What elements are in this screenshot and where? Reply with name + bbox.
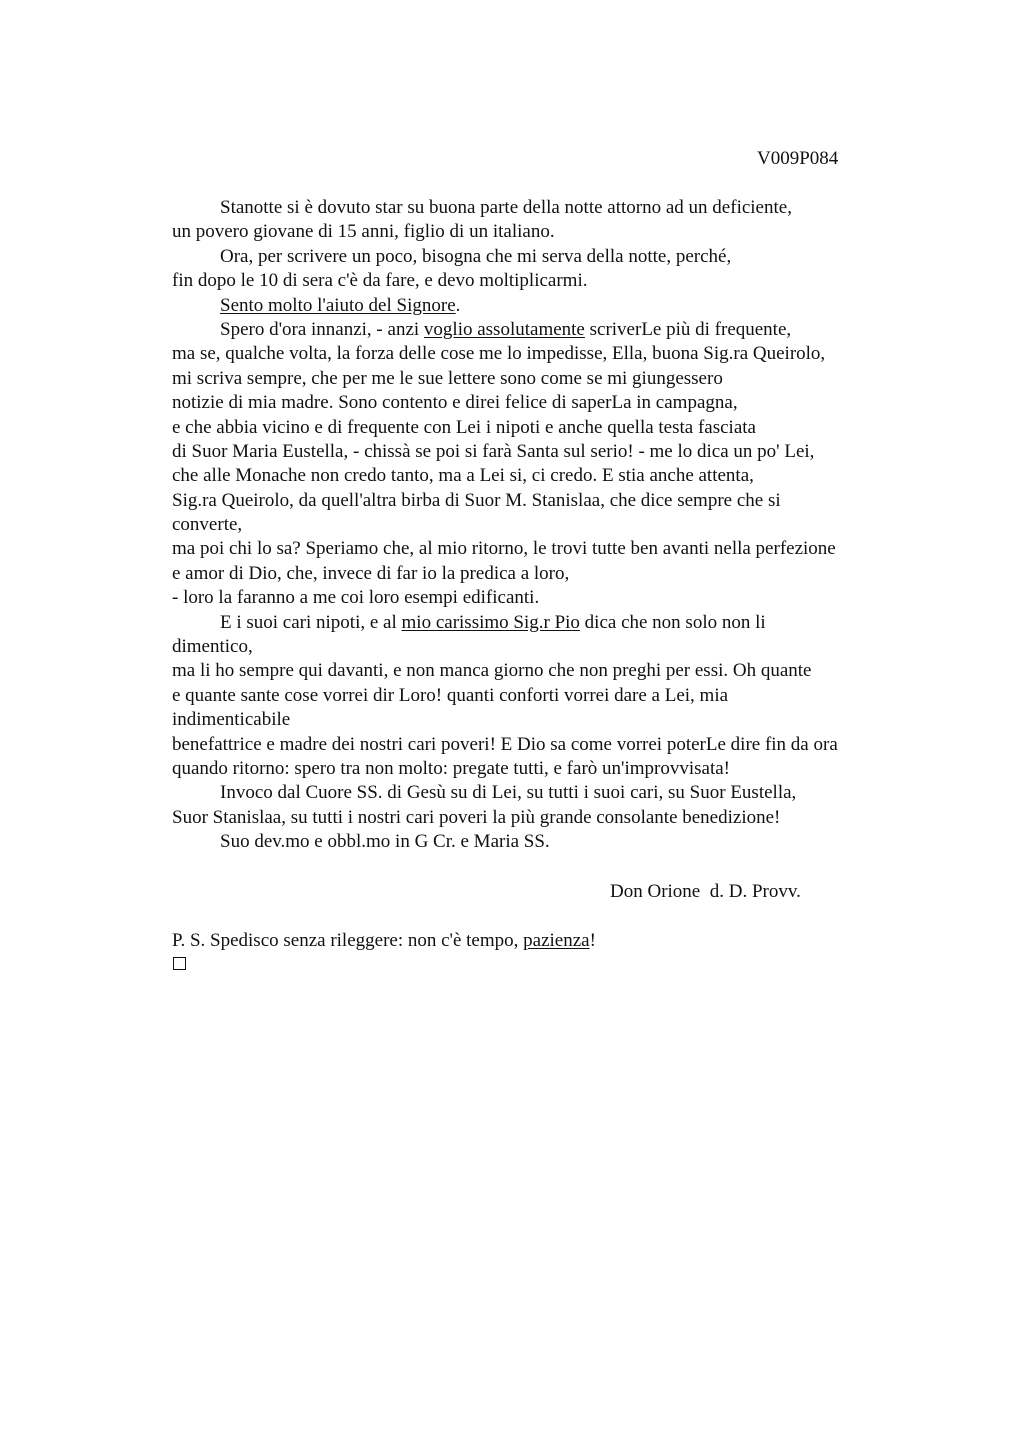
letter-line: un povero giovane di 15 anni, figlio di un italiano.: [172, 221, 555, 243]
letter-line: ma li ho sempre qui davanti, e non manca giorno che non preghi per essi. Oh quante: [172, 660, 812, 682]
letter-text: scriverLe più di frequente,: [584, 318, 792, 340]
letter-line: [172, 318, 902, 342]
postscript: [172, 929, 596, 953]
letter-line: e che abbia vicino e di frequente con Lei i nipoti e anche quella testa fasciata: [172, 416, 756, 438]
underlined-text: pazienza: [523, 930, 590, 951]
letter-line: - loro la faranno a me coi loro esempi edificanti.: [172, 587, 540, 609]
letter-line: Suor Stanislaa, su tutti i nostri cari poveri la più grande consolante benedizione!: [172, 806, 781, 828]
underlined-text: voglio assolutamente: [423, 318, 585, 340]
letter-line: dimentico,: [172, 636, 253, 658]
letter-line: e quante sante cose vorrei dir Loro! quanti conforti vorrei dare a Lei, mia: [172, 684, 729, 706]
letter-line: indimenticabile: [172, 709, 291, 731]
page-id: V009P084: [757, 148, 839, 169]
letter-line: [172, 611, 902, 635]
letter-line: Sig.ra Queirolo, da quell'altra birba di Suor M. Stanislaa, che dice sempre che si: [172, 489, 781, 511]
letter-line: Suo dev.mo e obbl.mo in G Cr. e Maria SS.: [220, 831, 550, 853]
letter-text: dica che non solo non li: [579, 611, 766, 633]
letter-line: notizie di mia madre. Sono contento e direi felice di saperLa in campagna,: [172, 392, 738, 414]
letter-line: converte,: [172, 514, 243, 536]
letter-body: [172, 196, 902, 855]
underlined-text: Sento molto l'aiuto del Signore: [220, 294, 456, 316]
underlined-text: mio carissimo Sig.r Pio: [401, 611, 580, 633]
letter-text: .: [455, 294, 461, 316]
letter-text: E i suoi cari nipoti, e al: [220, 611, 402, 633]
letter-line: [172, 294, 902, 318]
signature: Don Orione d. D. Provv.: [610, 881, 801, 902]
empty-box-icon: [173, 957, 186, 970]
letter-line: ma se, qualche volta, la forza delle cose me lo impedisse, Ella, buona Sig.ra Queirolo,: [172, 343, 826, 365]
letter-line: Stanotte si è dovuto star su buona parte della notte attorno ad un deficiente,: [220, 197, 792, 218]
letter-line: Ora, per scrivere un poco, bisogna che mi serva della notte, perché,: [220, 245, 732, 267]
letter-line: benefattrice e madre dei nostri cari poveri! E Dio sa come vorrei poterLe dire fin da ora: [172, 733, 838, 755]
letter-line: ma poi chi lo sa? Speriamo che, al mio ritorno, le trovi tutte ben avanti nella perfezione: [172, 538, 836, 560]
letter-line: quando ritorno: spero tra non molto: pregate tutti, e farò un'improvvisata!: [172, 757, 730, 779]
letter-line: di Suor Maria Eustella, - chissà se poi si farà Santa sul serio! - me lo dica un po' Lei,: [172, 440, 815, 462]
letter-line: fin dopo le 10 di sera c'è da fare, e devo moltiplicarmi.: [172, 270, 588, 292]
letter-line: e amor di Dio, che, invece di far io la predica a loro,: [172, 562, 570, 584]
postscript-text: P. S. Spedisco senza rileggere: non c'è tempo,: [172, 930, 524, 951]
postscript-text: !: [589, 930, 596, 951]
letter-line: Invoco dal Cuore SS. di Gesù su di Lei, su tutti i suoi cari, su Suor Eustella,: [220, 782, 797, 804]
letter-text: Spero d'ora innanzi, - anzi: [220, 318, 424, 340]
letter-line: che alle Monache non credo tanto, ma a Lei si, ci credo. E stia anche attenta,: [172, 465, 754, 487]
letter-line: mi scriva sempre, che per me le sue lettere sono come se mi giungessero: [172, 367, 723, 389]
